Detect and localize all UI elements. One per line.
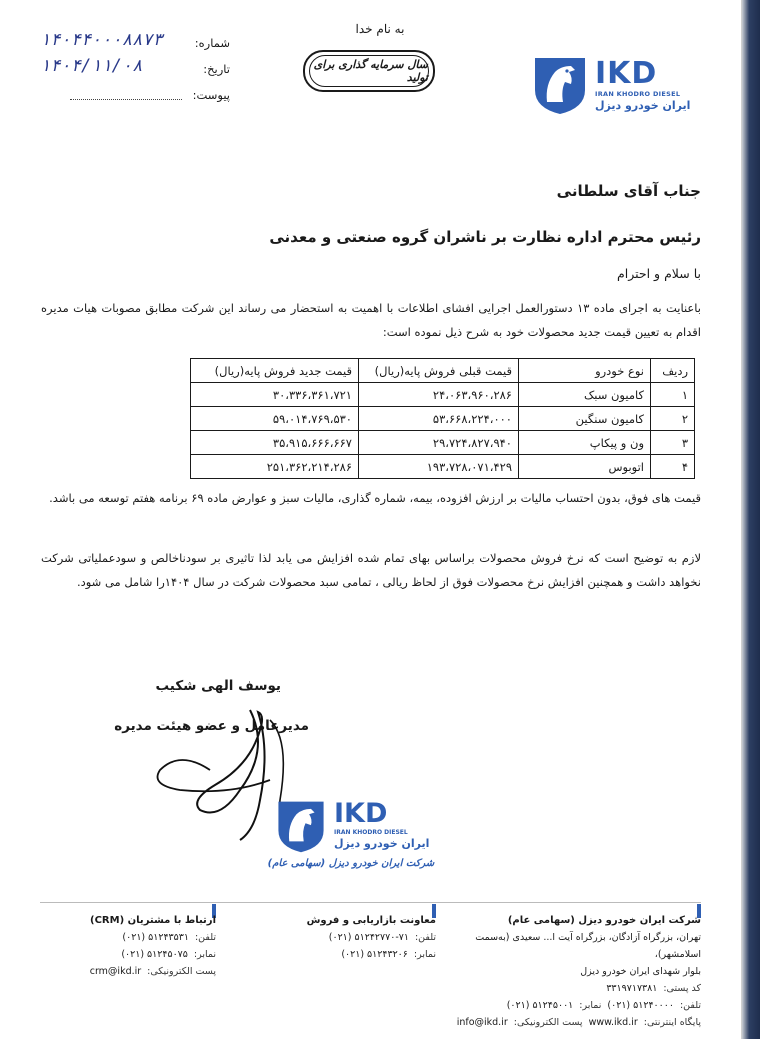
phone-value: (۰۲۱) ۵۱۲۴۳۵۳۱	[122, 932, 189, 943]
header-vehicle-type: نوع خودرو	[519, 359, 651, 383]
horse-shield-icon	[531, 54, 589, 116]
footer-company-info	[456, 912, 701, 1031]
row-new-price: ۳۰،۳۳۶،۳۶۱،۷۲۱	[191, 383, 359, 407]
addressee: جناب آقای سلطانی	[556, 182, 701, 200]
scan-edge-strip	[742, 0, 760, 1039]
email-label: پست الکترونیکی:	[513, 1017, 583, 1028]
footer-phone-row	[471, 997, 701, 1014]
year-slogan-stamp	[303, 50, 435, 92]
ikd-logo	[531, 50, 691, 120]
fax-value: (۰۲۱) ۵۱۲۴۳۲۰۶	[341, 949, 408, 960]
postal-value: ۳۳۱۹۷۱۷۳۸۱	[606, 983, 658, 994]
attachment-dots	[70, 99, 182, 100]
logo-brand-fa: ایران خودرو دیزل	[595, 99, 691, 112]
phone-label: تلفن:	[194, 932, 216, 943]
row-new-price: ۵۹،۰۱۴،۷۶۹،۵۳۰	[191, 407, 359, 431]
fax-value: (۰۲۱) ۵۱۲۴۵۰۷۵	[121, 949, 188, 960]
email-label: پست الکترونیکی:	[147, 966, 216, 977]
web-label: پایگاه اینترنتی:	[643, 1017, 701, 1028]
paragraph-intro: باعنایت به اجرای ماده ۱۳ دستورالعمل اجرایی افشای اطلاعات با اهمیت به استحضار می رساند این شرکت مطابق مصوبات هیات مدیره اقدام به تعیین قیمت جدید محصولات خود به شرح ذیل نموده است:	[41, 301, 701, 339]
addressee-title: رئیس محترم اداره نظارت بر ناشران گروه صنعتی و معدنی	[269, 228, 701, 246]
row-old-price: ۱۹۳،۷۲۸،۰۷۱،۴۲۹	[359, 455, 519, 479]
signatory-title: مدیرعامل و عضو هیئت مدیره	[114, 718, 309, 734]
paragraph-explanation: لازم به توضیح است که نرخ فروش محصولات براساس بهای تمام شده افزایش می یابد لذا تاثیری بر سودناخالص و سودعملیاتی شرکت نخواهد داشت و همچنین افزایش نرخ محصولات فوق از لحاظ ریالی ، تمامی سبد محصولات شرکت در سال ۱۴۰۴را شامل می شود.	[41, 551, 701, 589]
email-link[interactable]: info@ikd.ir	[456, 1017, 508, 1028]
row-old-price: ۲۴،۰۶۳،۹۶۰،۲۸۶	[359, 383, 519, 407]
stamp-brand-en: IRAN KHODRO DIESEL	[334, 829, 408, 836]
footer-web-row	[456, 1014, 701, 1031]
crm-email-row	[56, 963, 216, 980]
stamp-brand: IKD	[334, 798, 388, 829]
sales-fax-row	[276, 946, 436, 963]
bismillah-heading: به نام خدا	[355, 22, 405, 36]
row-vehicle: اتوبوس	[519, 455, 651, 479]
table-row	[191, 455, 695, 479]
email-link[interactable]: crm@ikd.ir	[89, 966, 142, 977]
row-index: ۴	[651, 455, 695, 479]
row-old-price: ۵۳،۶۶۸،۲۲۴،۰۰۰	[359, 407, 519, 431]
year-slogan-text: سال سرمایه گذاری برای تولید	[309, 55, 429, 87]
footer-postal-row	[471, 980, 701, 997]
phone-label: تلفن:	[414, 932, 436, 943]
table-row	[191, 383, 695, 407]
row-index: ۱	[651, 383, 695, 407]
crm-fax-row	[56, 946, 216, 963]
footer-address-line1: تهران، بزرگراه آزادگان، بزرگراه آیت ا... سعیدی (به‌سمت اسلامشهر)،	[475, 932, 701, 960]
crm-phone-row	[56, 929, 216, 946]
price-table	[190, 358, 695, 479]
row-vehicle: کامیون سنگین	[519, 407, 651, 431]
phone-label: تلفن:	[679, 1000, 701, 1011]
phone-value: (۰۲۱) ۵۱۲۴۰۰۰۰	[607, 1000, 674, 1011]
letter-date: ۱۴۰۴/۱۱/۰۸	[40, 56, 143, 76]
footer-crm-info	[56, 912, 216, 980]
fax-label: نمابر:	[579, 1000, 602, 1011]
date-row	[40, 56, 230, 82]
table-header-row	[191, 359, 695, 383]
greeting: با سلام و احترام	[617, 266, 701, 281]
footer-sales-title: معاونت بازاریابی و فروش	[306, 915, 436, 926]
header-old-price: قیمت قبلی فروش پایه(ریال)	[359, 359, 519, 383]
number-label: شماره:	[194, 36, 230, 50]
footer-company-title: شرکت ایران خودرو دیزل (سهامی عام)	[507, 915, 701, 926]
row-index: ۲	[651, 407, 695, 431]
letter-meta	[40, 30, 230, 108]
paragraph-tax-note: قیمت های فوق، بدون احتساب مالیات بر ارزش افزوده، بیمه، شماره گذاری، مالیات سبز و عوارض ماده ۶۹ برنامه هفتم توسعه می باشد.	[49, 491, 701, 505]
signatory-name: یوسف الهی شکیب	[155, 678, 281, 694]
table-row	[191, 431, 695, 455]
fax-label: نمابر:	[413, 949, 436, 960]
row-vehicle: ون و پیکاپ	[519, 431, 651, 455]
header-index: ردیف	[651, 359, 695, 383]
table-row	[191, 407, 695, 431]
row-new-price: ۲۵۱،۳۶۲،۲۱۴،۲۸۶	[191, 455, 359, 479]
phone-value: (۰۲۱) ۵۱۲۴۲۷۷۰-۷۱	[328, 932, 409, 943]
stamp-company-name: شرکت ایران خودرو دیزل (سهامی عام)	[267, 858, 435, 869]
footer-address-line2: بلوار شهدای ایران خودرو دیزل	[580, 966, 701, 977]
horse-shield-icon	[274, 798, 328, 854]
attachment-row	[40, 82, 230, 108]
footer-crm-title: ارتباط با مشتریان (CRM)	[90, 915, 216, 926]
footer-divider	[40, 902, 701, 903]
row-vehicle: کامیون سبک	[519, 383, 651, 407]
logo-brand: IKD	[595, 56, 658, 91]
row-new-price: ۳۵،۹۱۵،۶۶۶،۶۶۷	[191, 431, 359, 455]
postal-label: کد پستی:	[663, 983, 701, 994]
fax-value: (۰۲۱) ۵۱۲۴۵۰۰۱	[506, 1000, 574, 1011]
web-link[interactable]: www.ikd.ir	[588, 1017, 638, 1028]
number-row	[40, 30, 230, 56]
footer-sales-info	[276, 912, 436, 963]
stamp-brand-fa: ایران خودرو دیزل	[334, 837, 430, 850]
company-stamp	[262, 794, 442, 884]
sales-phone-row	[276, 929, 436, 946]
logo-brand-en: IRAN KHODRO DIESEL	[595, 90, 681, 98]
attachment-label: پیوست:	[192, 88, 230, 102]
row-old-price: ۲۹،۷۲۴،۸۲۷،۹۴۰	[359, 431, 519, 455]
fax-label: نمابر:	[193, 949, 216, 960]
date-label: تاریخ:	[203, 62, 230, 76]
letter-number: ۱۴۰۴۴۰۰۰۸۸۷۳	[40, 30, 163, 50]
header-new-price: قیمت جدید فروش پایه(ریال)	[191, 359, 359, 383]
row-index: ۳	[651, 431, 695, 455]
